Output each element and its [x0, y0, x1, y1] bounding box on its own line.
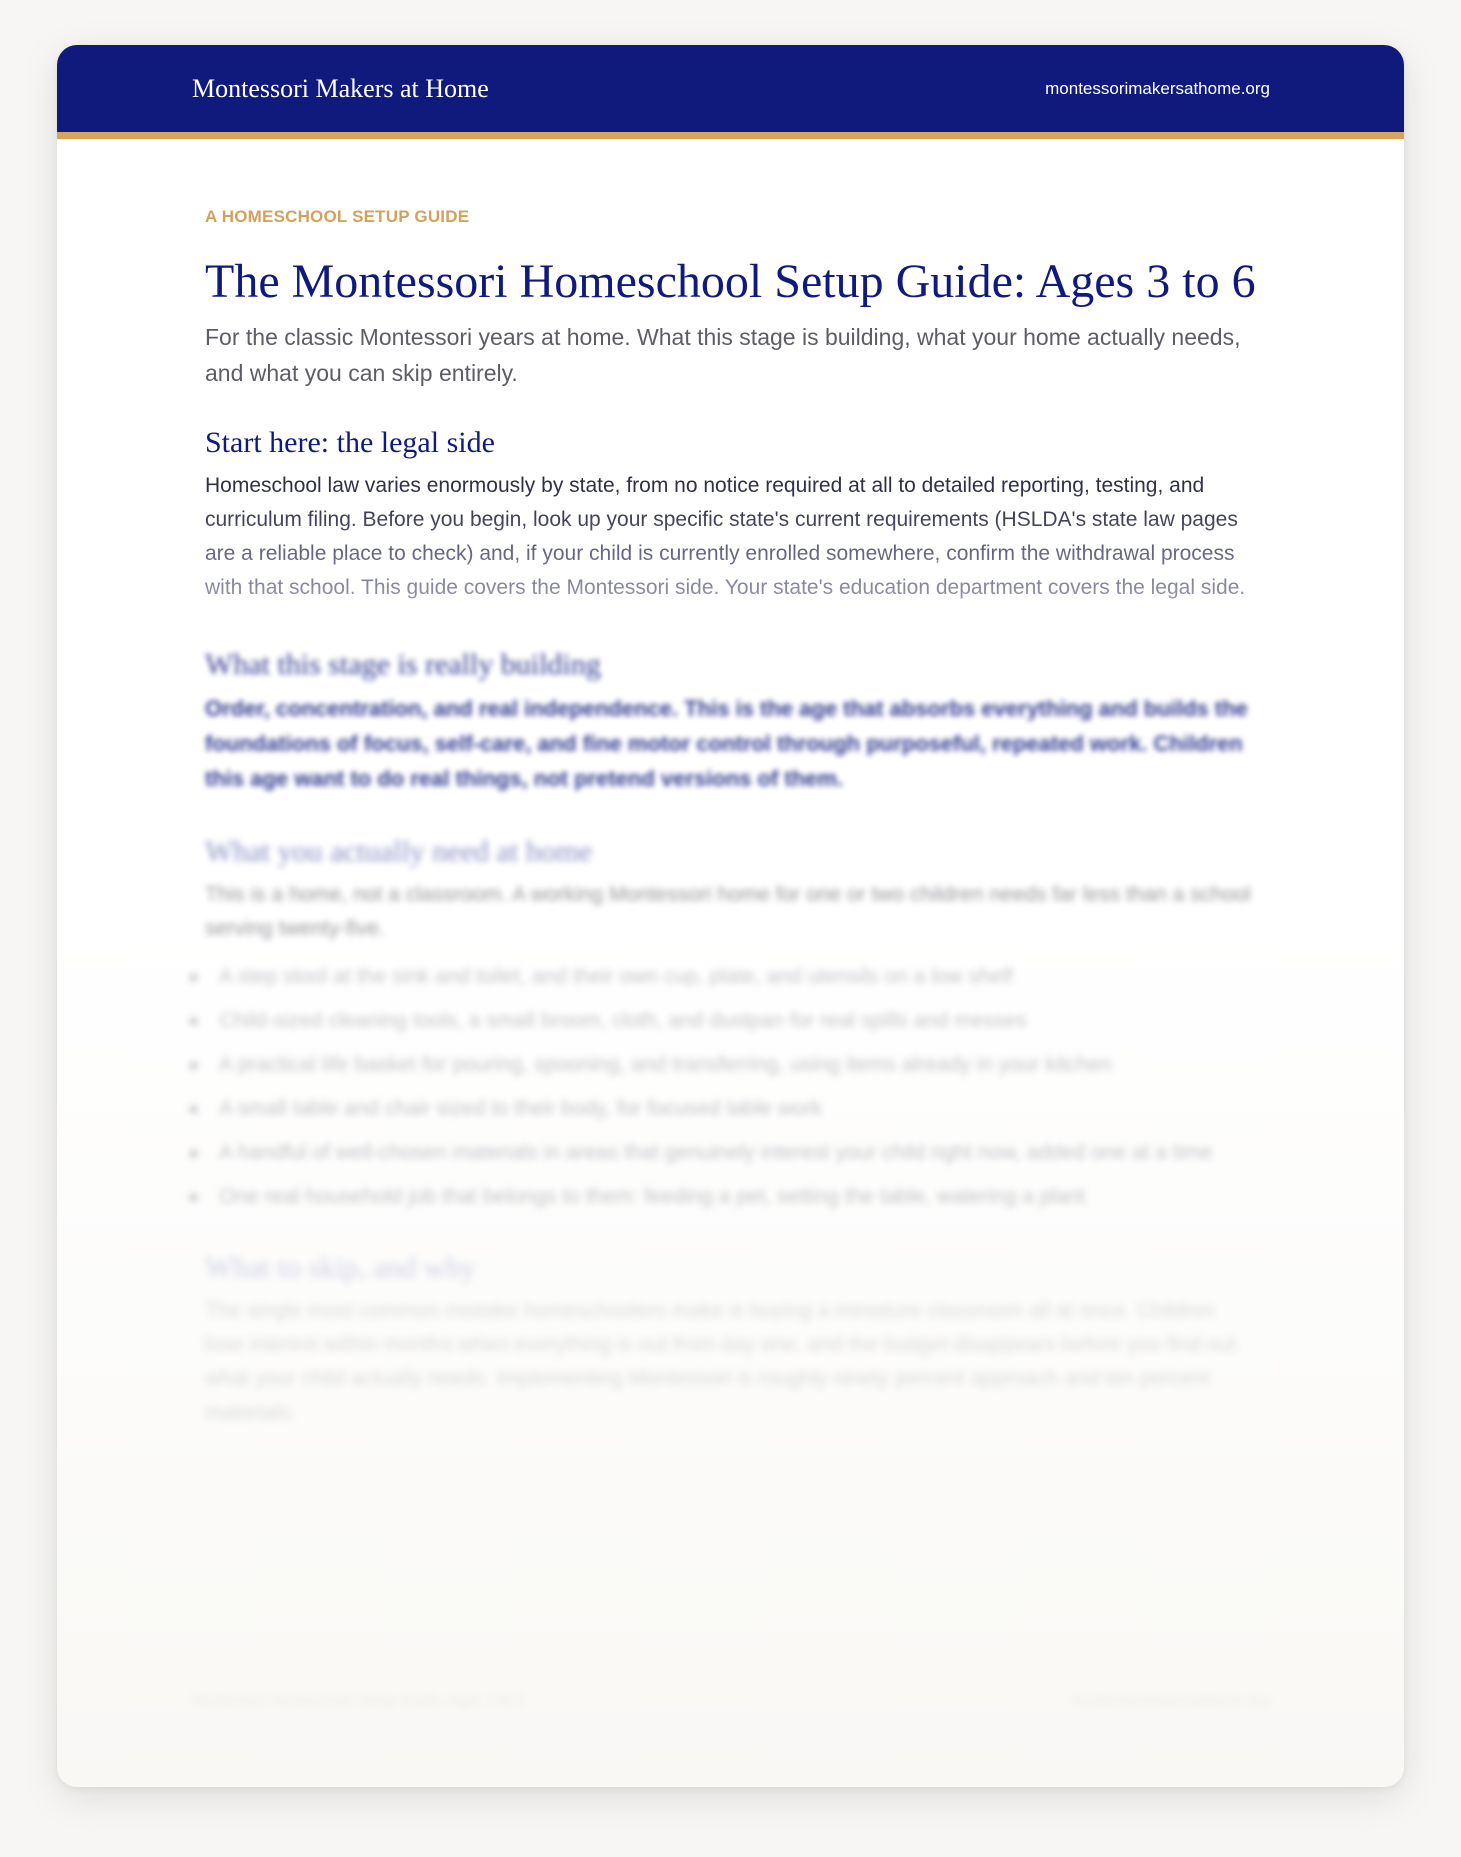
- footer-left-text: Montessori Homeschool Setup Guide, Ages 3 to 6: [192, 1692, 524, 1709]
- list-item-text: A step stool at the sink and toilet, and their own cup, plate, and utensils on a low shelf: [219, 965, 1013, 988]
- page-title: The Montessori Homeschool Setup Guide: Ages 3 to 6: [205, 255, 1256, 308]
- section-body-skip: The single most common mistake homeschoolers make is buying a miniature classroom all at once. Children lose interest within months when everything is out from day one, and the budget disappears before you find out what your child actually needs. Implementing Montessori is roughly ninety percent approach and ten percent materials.: [205, 1299, 1236, 1424]
- site-url-link[interactable]: montessorimakersathome.org: [1045, 78, 1270, 98]
- section-heading-building: What this stage is really building: [205, 648, 601, 681]
- list-item: [189, 1182, 1256, 1212]
- section-building: [205, 647, 1256, 796]
- list-item: [189, 1138, 1256, 1168]
- section-heading-legal: Start here: the legal side: [205, 426, 495, 459]
- section-heading-needs: What you actually need at home: [205, 835, 593, 868]
- section-heading-skip: What to skip, and why: [205, 1251, 476, 1284]
- needs-list: [189, 962, 1256, 1212]
- page-footer: [192, 1692, 1270, 1709]
- list-item-text: A small table and chair sized to their body, for focused table work: [219, 1097, 823, 1120]
- eyebrow-label: A HOMESCHOOL SETUP GUIDE: [205, 207, 470, 226]
- list-item-text: Child-sized cleaning tools, a small broom, cloth, and dustpan for real spills and messes: [219, 1009, 1027, 1032]
- section-legal: [205, 425, 1256, 605]
- list-item-text: One real household job that belongs to them: feeding a pet, setting the table, watering a plant: [219, 1185, 1086, 1208]
- footer-right-text: montessorimakersathome.org: [1071, 1692, 1270, 1709]
- site-header: [57, 45, 1404, 139]
- bullet-icon: [189, 973, 198, 982]
- list-item: [189, 1094, 1256, 1124]
- bullet-icon: [189, 1105, 198, 1114]
- section-body-legal: Homeschool law varies enormously by state, from no notice required at all to detailed reporting, testing, and curriculum filing. Before you begin, look up your specific state's current requirements (HSLDA's state law pages are a reliable place to check) and, if your child is currently enrolled somewhere, confirm the withdrawal process with that school. This guide covers the Montessori side. Your state's education department covers the legal side.: [205, 469, 1256, 605]
- list-item-text: A practical life basket for pouring, spooning, and transferring, using items already in your kitchen: [219, 1053, 1112, 1076]
- section-intro-needs: This is a home, not a classroom. A working Montessori home for one or two children needs far less than a school serving twenty-five.: [205, 883, 1251, 940]
- document-card: [57, 45, 1404, 1787]
- section-needs: [205, 834, 1256, 1212]
- list-item: [189, 1006, 1256, 1036]
- bullet-icon: [189, 1017, 198, 1026]
- site-title[interactable]: Montessori Makers at Home: [192, 73, 489, 103]
- article-content: [57, 139, 1404, 1430]
- list-item: [189, 1050, 1256, 1080]
- page-subtitle: For the classic Montessori years at home. What this stage is building, what your home actually needs, and what you can skip entirely.: [205, 324, 1241, 386]
- list-item: [189, 962, 1256, 992]
- section-skip: [205, 1250, 1256, 1430]
- bullet-icon: [189, 1193, 198, 1202]
- bullet-icon: [189, 1061, 198, 1070]
- section-body-building: Order, concentration, and real independence. This is the age that absorbs everything and builds the foundations of focus, self-care, and fine motor control through purposeful, repeated work. Children this age want to do real things, not pretend versions of them.: [205, 696, 1248, 791]
- list-item-text: A handful of well-chosen materials in areas that genuinely interest your child right now, added one at a time: [219, 1141, 1213, 1164]
- bullet-icon: [189, 1149, 198, 1158]
